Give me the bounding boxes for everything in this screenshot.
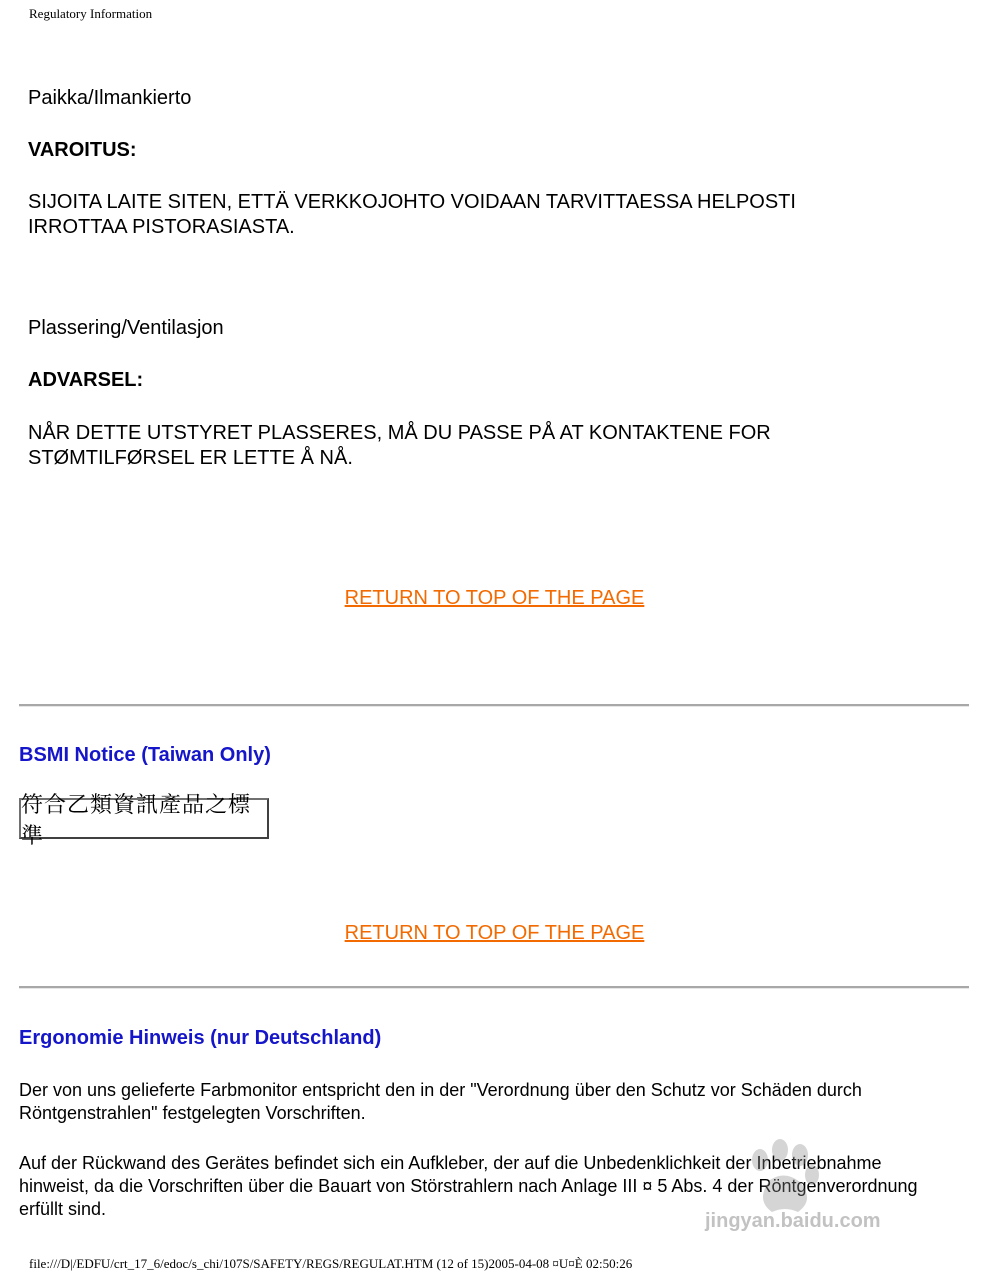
return-to-top-link[interactable]: RETURN TO TOP OF THE PAGE bbox=[344, 922, 645, 944]
finnish-warning-line-1: SIJOITA LAITE SITEN, ETTÄ VERKKOJOHTO VOIDAAN TARVITTAESSA HELPOSTI bbox=[28, 191, 796, 213]
baidu-watermark-text: jingyan.baidu.com bbox=[705, 1210, 881, 1232]
finnish-warning-line-2: IRROTTAA PISTORASIASTA. bbox=[28, 216, 295, 238]
return-to-top-link[interactable]: RETURN TO TOP OF THE PAGE bbox=[344, 587, 645, 609]
norwegian-warning-label: ADVARSEL: bbox=[28, 369, 144, 391]
page-footer-path: file:///D|/EDFU/crt_17_6/edoc/s_chi/107S/SAFETY/REGS/REGULAT.HTM (12 of 15)2005-04-08 ¤U¤È 02:50:26 bbox=[29, 1256, 633, 1271]
return-to-top-container-2 bbox=[0, 921, 989, 946]
bsmi-section-title: BSMI Notice (Taiwan Only) bbox=[19, 744, 271, 766]
bsmi-badge-text: 符合乙類資訊產品之標準 bbox=[21, 792, 252, 849]
page-header-title: Regulatory Information bbox=[29, 6, 153, 21]
bsmi-notice-badge bbox=[19, 792, 269, 849]
finnish-heading: Paikka/Ilmankierto bbox=[28, 87, 192, 109]
norwegian-warning-line-2: STØMTILFØRSEL ER LETTE Å NÅ. bbox=[28, 447, 353, 469]
norwegian-warning-line-1: NÅR DETTE UTSTYRET PLASSERES, MÅ DU PASSE PÅ AT KONTAKTENE FOR bbox=[28, 422, 771, 444]
finnish-warning-label: VAROITUS: bbox=[28, 139, 137, 161]
section-divider bbox=[19, 704, 969, 707]
ergonomie-paragraph-1: Der von uns gelieferte Farbmonitor entspricht den in der "Verordnung über den Schutz vor Schäden durch Röntgenstrahlen" festgelegten Vorschriften. bbox=[19, 1080, 862, 1123]
norwegian-heading: Plassering/Ventilasjon bbox=[28, 317, 224, 339]
ergonomie-paragraph-2: Auf der Rückwand des Gerätes befindet sich ein Aufkleber, der auf die Unbedenklichkeit der Inbetriebnahme hinweist, da die Vorschriften über die Bauart von Störstrahlern nach Anlage III ¤ 5 Abs. 4 der Röntgenverordnung erfüllt sind. bbox=[19, 1153, 918, 1219]
section-divider bbox=[19, 986, 969, 989]
return-to-top-container-1 bbox=[0, 586, 989, 611]
ergonomie-section-title: Ergonomie Hinweis (nur Deutschland) bbox=[19, 1027, 382, 1049]
